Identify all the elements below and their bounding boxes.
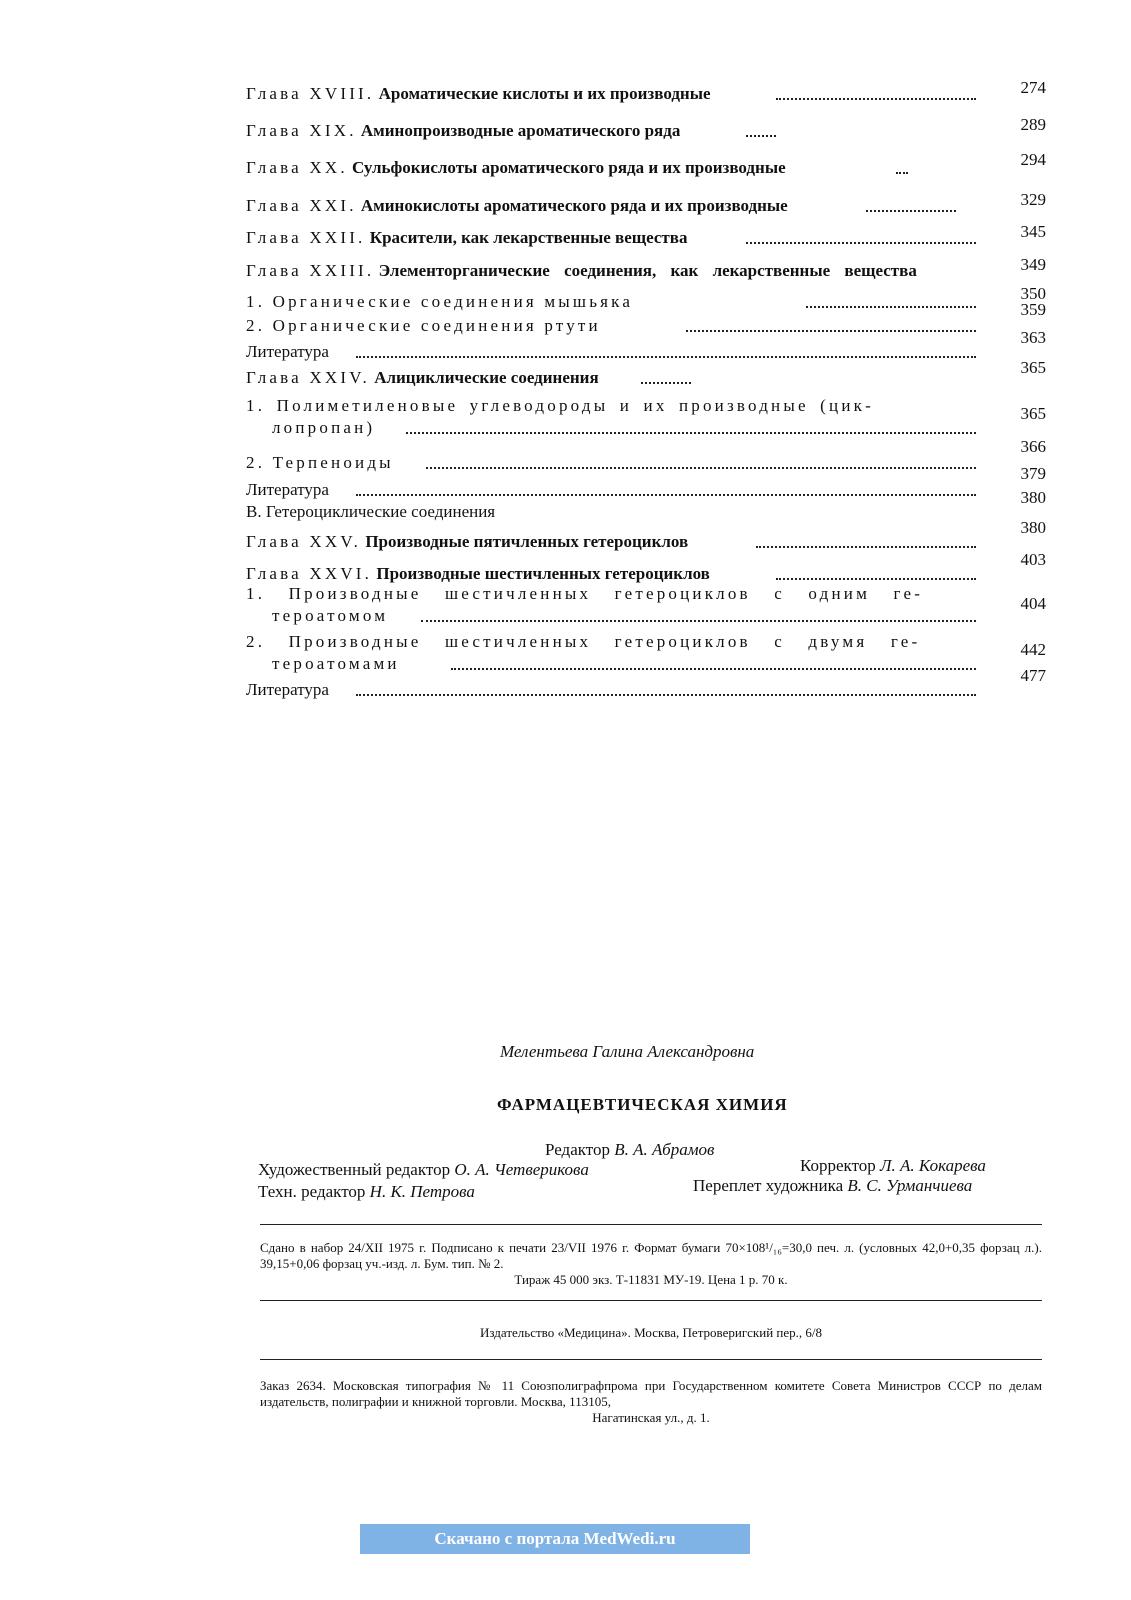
toc-entry-text: Глава XXIII. Элементорганические соединения, как лекарственные вещества <box>246 261 917 280</box>
toc-page-number: 366 <box>1020 437 1046 456</box>
toc-entry-text: 1. Полиметиленовые углеводороды и их производные (цик- <box>246 396 874 415</box>
author-name: Мелентьева Галина Александровна <box>500 1042 755 1061</box>
toc-page-number: 359 <box>1020 300 1046 319</box>
divider <box>260 1300 1042 1301</box>
print-details: Сдано в набор 24/XII 1975 г. Подписано к печати 23/VII 1976 г. Формат бумаги 70×108¹/₁₆=30,0 печ. л. (условных 42,0+0,35 форзац л.). 39,15+0,06 форзац уч.-изд. л. Бум. тип. № 2. Тираж 45 000 экз. Т-11831 МУ-19. Цена 1 р. 70 к. <box>260 1240 1042 1287</box>
toc-page-number: 289 <box>1020 115 1046 134</box>
toc-entry-text: Глава XX. Сульфокислоты ароматического ряда и их производные <box>246 158 786 177</box>
toc-entry-text: 2. Терпеноиды <box>246 453 394 472</box>
toc-entry-text-continued: тероатомами <box>272 654 400 673</box>
toc-entry-text-continued: лопропан) <box>272 418 376 437</box>
toc-page-number: 380 <box>1020 488 1046 507</box>
editor-credit: Редактор В. А. Абрамов <box>545 1140 715 1159</box>
toc-page-number: 477 <box>1020 666 1046 685</box>
toc-entry-text: Глава XXIV. Алициклические соединения <box>246 368 599 387</box>
toc-page-number: 329 <box>1020 190 1046 209</box>
corrector-credit: Корректор Л. А. Кокарева <box>800 1156 986 1175</box>
toc-page-number: 363 <box>1020 328 1046 347</box>
toc-page-number: 404 <box>1020 594 1046 613</box>
binding-artist-credit: Переплет художника В. С. Урманчиева <box>693 1176 973 1195</box>
toc-entry-text: 1. Производные шестичленных гетероциклов с одним ге- <box>246 584 924 603</box>
divider <box>260 1224 1042 1225</box>
toc-page-number: 274 <box>1020 78 1046 97</box>
toc-entry-text: Литература <box>246 680 329 699</box>
toc-entry-text: 2. Производные шестичленных гетероциклов с двумя ге- <box>246 632 921 651</box>
toc-page-number: 379 <box>1020 464 1046 483</box>
toc-page-number: 294 <box>1020 150 1046 169</box>
publisher-info: Издательство «Медицина». Москва, Петроверигский пер., 6/8 <box>480 1325 822 1340</box>
toc-entry-text: Глава XVIII. Ароматические кислоты и их производные <box>246 84 711 103</box>
art-editor-credit: Художественный редактор О. А. Четверикова <box>258 1160 589 1179</box>
download-source-banner[interactable]: Скачано с портала MedWedi.ru <box>360 1524 750 1554</box>
printer-info: Заказ 2634. Московская типография № 11 Союзполиграфпрома при Государственном комитете Совета Министров СССР по делам издательств, полиграфии и книжной торговли. Москва, 113105, Нагатинская ул., д. 1. <box>260 1378 1042 1425</box>
toc-page-number: 380 <box>1020 518 1046 537</box>
toc-entry-text: Глава XXV. Производные пятичленных гетероциклов <box>246 532 689 551</box>
toc-entry-text: Глава XXI. Аминокислоты ароматического ряда и их производные <box>246 196 788 215</box>
toc-entry-text: Глава XXII. Красители, как лекарственные вещества <box>246 228 688 247</box>
toc-entry-text: 2. Органические соединения ртути <box>246 316 601 335</box>
toc-entry-text: Литература <box>246 480 329 499</box>
tech-editor-credit: Техн. редактор Н. К. Петрова <box>258 1182 475 1201</box>
toc-entry-text-continued: тероатомом <box>272 606 389 625</box>
toc-entry-text: Литература <box>246 342 329 361</box>
divider <box>260 1359 1042 1360</box>
toc-entry-text: В. Гетероциклические соединения <box>246 502 496 521</box>
toc-page-number: 365 <box>1020 358 1046 377</box>
toc-entry-text: Глава XIX. Аминопроизводные ароматического ряда <box>246 121 681 140</box>
toc-entry-text: Глава XXVI. Производные шестичленных гетероциклов <box>246 564 710 583</box>
toc-page-number: 349 <box>1020 255 1046 274</box>
toc-page-number: 350 <box>1020 284 1046 303</box>
book-title: ФАРМАЦЕВТИЧЕСКАЯ ХИМИЯ <box>497 1095 788 1114</box>
toc-page-number: 403 <box>1020 550 1046 569</box>
toc-page-number: 365 <box>1020 404 1046 423</box>
toc-entry-text: 1. Органические соединения мышьяка <box>246 292 634 311</box>
toc-page-number: 345 <box>1020 222 1046 241</box>
toc-page-number: 442 <box>1020 640 1046 659</box>
